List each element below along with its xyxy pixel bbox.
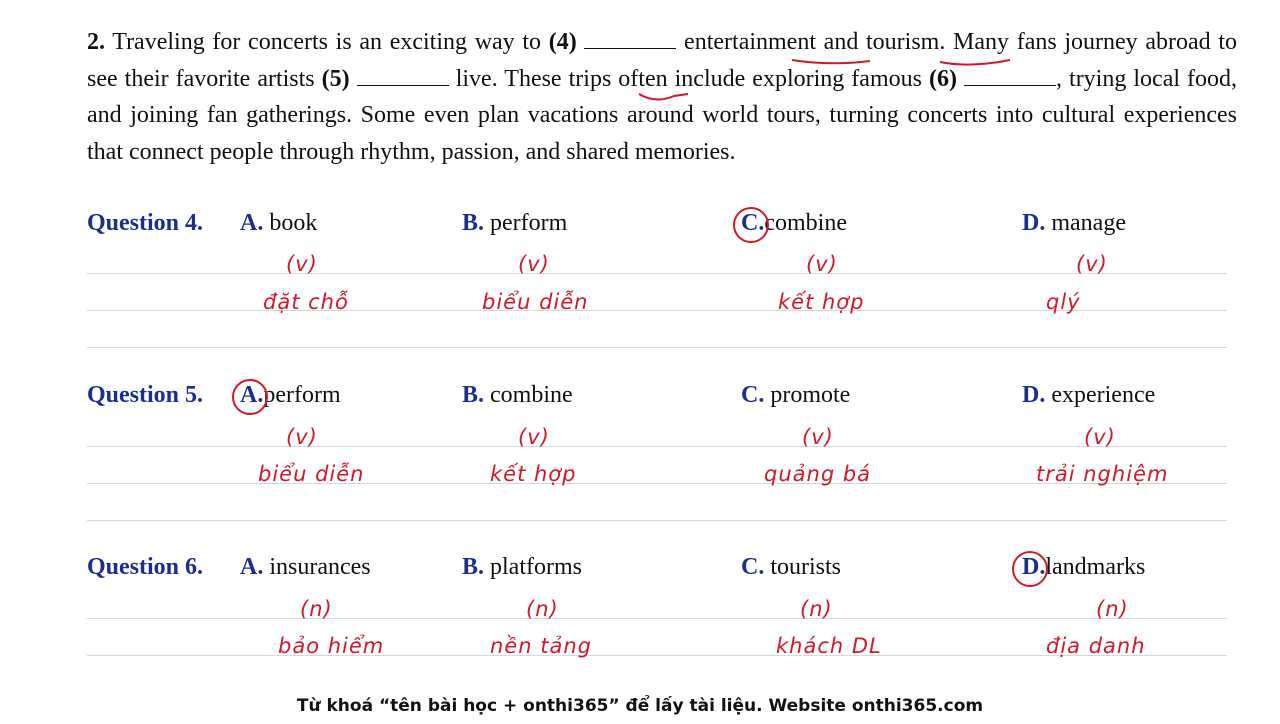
- passage-text-3: live. These trips often include exploring famous: [448, 65, 929, 92]
- note-meaning: trải nghiệm: [1036, 462, 1169, 486]
- note-pos: (v): [286, 252, 318, 276]
- question-5-row: [0, 382, 1280, 412]
- note-meaning: kết hợp: [490, 462, 577, 486]
- underline-mark: [636, 88, 696, 104]
- note-pos: (v): [1084, 425, 1116, 449]
- option-letter: D.: [1022, 554, 1046, 580]
- option-text: combine: [764, 210, 847, 236]
- note-pos: (v): [286, 425, 318, 449]
- option-letter: D.: [1022, 210, 1046, 236]
- note-meaning: nền tảng: [490, 634, 592, 658]
- question-6-row: [0, 554, 1280, 584]
- option-letter: A.: [240, 210, 264, 236]
- option-text: insurances: [269, 554, 371, 580]
- ruled-line: [87, 273, 1227, 274]
- question-5-label: Question 5.: [87, 382, 204, 408]
- ruled-line: [87, 446, 1227, 447]
- footer-banner: [0, 688, 1280, 720]
- option-text: combine: [490, 382, 573, 408]
- note-pos: (v): [518, 252, 550, 276]
- option-5d[interactable]: [1022, 382, 1155, 409]
- passage-number: 2.: [87, 29, 105, 55]
- passage-text-2: entertainment and tourism. Many fans journey abroad to see their favorite artists: [87, 29, 1238, 92]
- note-pos: (n): [1096, 597, 1129, 621]
- option-letter: C.: [741, 210, 765, 236]
- option-5b[interactable]: [462, 382, 573, 409]
- option-letter: B.: [462, 554, 485, 580]
- question-6-label: Question 6.: [87, 554, 204, 580]
- blank-5-line: [357, 65, 449, 86]
- option-5c[interactable]: [741, 382, 850, 409]
- ruled-line: [87, 618, 1227, 619]
- note-pos: (v): [518, 425, 550, 449]
- question-4-label: Question 4.: [87, 210, 204, 236]
- option-letter: A.: [240, 382, 264, 408]
- note-meaning: bảo hiểm: [278, 634, 385, 658]
- note-meaning: qlý: [1046, 290, 1081, 314]
- option-4a[interactable]: [240, 210, 317, 237]
- note-meaning: đặt chỗ: [263, 290, 349, 314]
- option-6a[interactable]: [240, 554, 371, 581]
- question-4-row: [0, 210, 1280, 240]
- answer-circle-6d: [1012, 551, 1048, 587]
- option-text: experience: [1051, 382, 1156, 408]
- option-6b[interactable]: [462, 554, 582, 581]
- passage-text-4: , trying local food, and joining fan gatherings. Some even plan vacations around world tours, turning concerts into cultural experiences that connect people through rhythm, passion, and shared memories.: [87, 65, 1238, 165]
- note-pos: (n): [526, 597, 559, 621]
- option-text: promote: [770, 382, 851, 408]
- blank-4-label: (4): [548, 29, 577, 55]
- option-4d[interactable]: [1022, 210, 1126, 237]
- note-meaning: biểu diễn: [258, 462, 365, 486]
- ruled-line: [87, 347, 1227, 348]
- ruled-line: [87, 520, 1227, 521]
- option-letter: B.: [462, 382, 485, 408]
- option-text: perform: [263, 382, 341, 408]
- option-text: landmarks: [1045, 554, 1146, 580]
- blank-5-label: (5): [321, 65, 350, 92]
- option-letter: C.: [741, 554, 765, 580]
- note-pos: (v): [806, 252, 838, 276]
- option-4b[interactable]: [462, 210, 567, 237]
- option-6c[interactable]: [741, 554, 841, 581]
- option-letter: A.: [240, 554, 264, 580]
- option-letter: C.: [741, 382, 765, 408]
- option-text: book: [269, 210, 318, 236]
- note-pos: (v): [1076, 252, 1108, 276]
- option-text: perform: [490, 210, 568, 236]
- footer-text: Từ khoá “tên bài học + onthi365” để lấy tài liệu. Website onthi365.com: [296, 696, 984, 716]
- option-text: manage: [1051, 210, 1126, 236]
- answer-circle-5a: [232, 379, 268, 415]
- option-letter: B.: [462, 210, 485, 236]
- note-meaning: kết hợp: [778, 290, 865, 314]
- answer-circle-4c: [733, 207, 769, 243]
- note-pos: (n): [300, 597, 333, 621]
- passage-text-1: Traveling for concerts is an exciting way to: [105, 29, 549, 55]
- note-meaning: quảng bá: [764, 462, 872, 486]
- blank-6-label: (6): [928, 65, 957, 92]
- note-pos: (v): [802, 425, 834, 449]
- note-meaning: khách DL: [776, 634, 882, 658]
- note-pos: (n): [800, 597, 833, 621]
- option-text: platforms: [490, 554, 582, 580]
- note-meaning: địa danh: [1046, 634, 1146, 658]
- option-letter: D.: [1022, 382, 1046, 408]
- note-meaning: biểu diễn: [482, 290, 589, 314]
- option-text: tourists: [770, 554, 842, 580]
- underline-mark: [790, 52, 1030, 68]
- blank-4-line: [584, 28, 676, 49]
